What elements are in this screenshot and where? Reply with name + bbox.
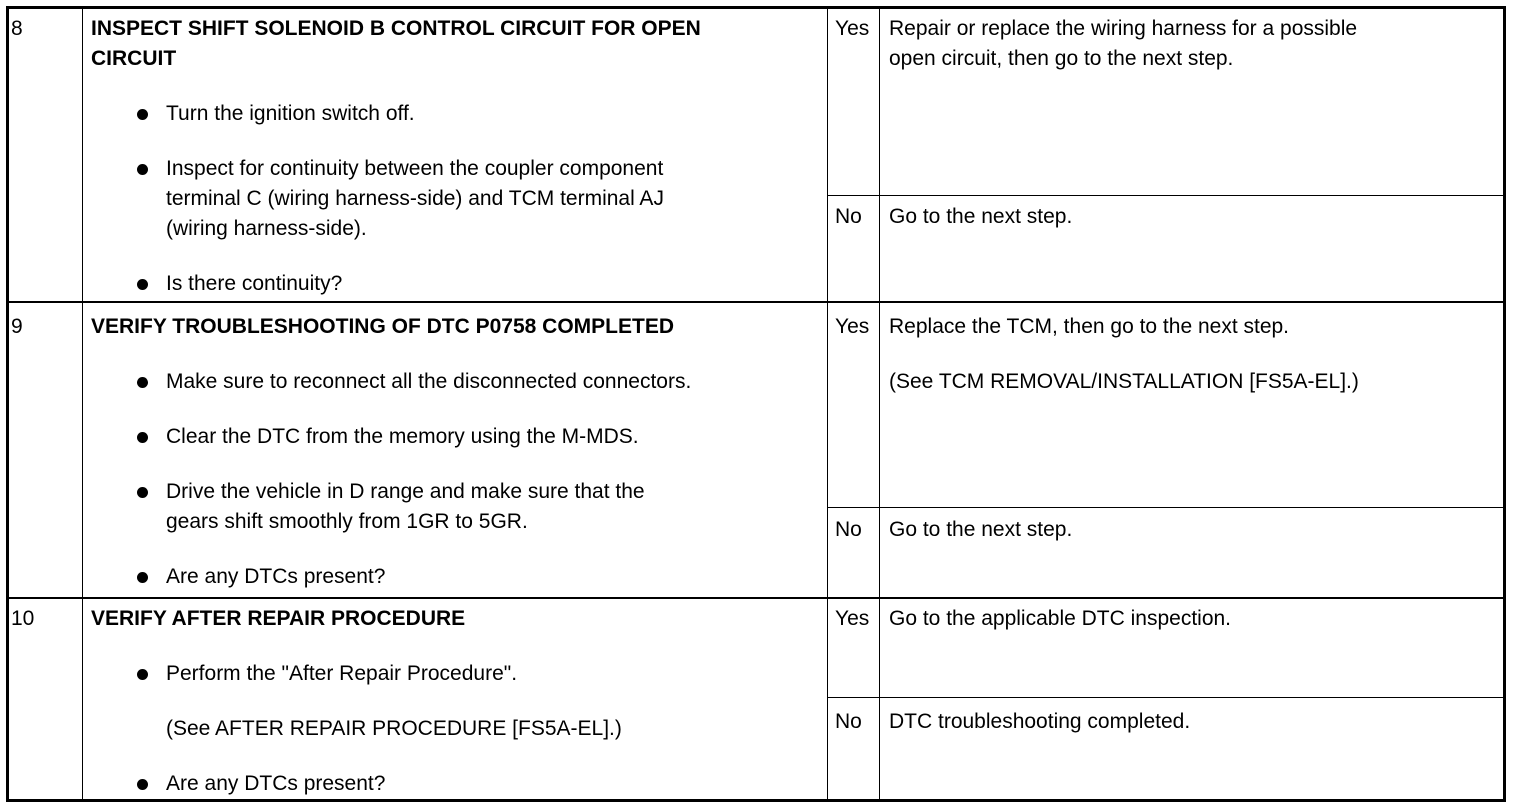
bullet-text: Are any DTCs present? (166, 772, 386, 795)
no-action-line: Go to the next step. (889, 205, 1073, 228)
yes-label: Yes (835, 17, 870, 40)
row-divider-step-8-9 (9, 301, 1503, 303)
bullet-icon (137, 109, 148, 120)
step-title-line: VERIFY AFTER REPAIR PROCEDURE (91, 607, 466, 630)
bullet-icon (137, 279, 148, 290)
yes-action-line: (See TCM REMOVAL/INSTALLATION [FS5A-EL].) (889, 370, 1359, 393)
bullet-text: Make sure to reconnect all the disconnected connectors. (166, 370, 692, 393)
bullet-text: Inspect for continuity between the coupler component (166, 157, 664, 180)
no-label: No (835, 205, 862, 228)
bullet-text: Is there continuity? (166, 272, 343, 295)
bullet-text: terminal C (wiring harness-side) and TCM terminal AJ (166, 187, 664, 210)
row-divider-step-9-10 (9, 597, 1503, 599)
bullet-icon (137, 432, 148, 443)
step-number: 9 (11, 315, 23, 338)
column-divider-number (82, 9, 83, 799)
yes-action-line: Go to the applicable DTC inspection. (889, 607, 1232, 630)
step-title-line: INSPECT SHIFT SOLENOID B CONTROL CIRCUIT FOR OPEN (91, 17, 701, 40)
bullet-text: gears shift smoothly from 1GR to 5GR. (166, 510, 528, 533)
no-action-line: Go to the next step. (889, 518, 1073, 541)
bullet-text: Drive the vehicle in D range and make sure that the (166, 480, 645, 503)
bullet-text: Perform the "After Repair Procedure". (166, 662, 518, 685)
yes-action-line: open circuit, then go to the next step. (889, 47, 1234, 70)
no-action-line: DTC troubleshooting completed. (889, 710, 1191, 733)
bullet-text: (wiring harness-side). (166, 217, 367, 240)
bullet-icon (137, 487, 148, 498)
yes-no-divider-step-8 (827, 195, 1503, 196)
bullet-icon (137, 164, 148, 175)
no-label: No (835, 710, 862, 733)
bullet-text: Clear the DTC from the memory using the M-MDS. (166, 425, 639, 448)
no-label: No (835, 518, 862, 541)
step-number: 8 (11, 17, 23, 40)
troubleshooting-table (6, 6, 1506, 802)
yes-no-divider-step-10 (827, 697, 1503, 698)
reference-note: (See AFTER REPAIR PROCEDURE [FS5A-EL].) (166, 717, 622, 740)
yes-no-divider-step-9 (827, 507, 1503, 508)
yes-action-line: Repair or replace the wiring harness for a possible (889, 17, 1358, 40)
column-divider-action (879, 9, 880, 799)
step-title-line: CIRCUIT (91, 47, 177, 70)
bullet-icon (137, 669, 148, 680)
yes-label: Yes (835, 315, 870, 338)
bullet-icon (137, 779, 148, 790)
column-divider-answer (827, 9, 828, 799)
step-number: 10 (11, 607, 35, 630)
yes-label: Yes (835, 607, 870, 630)
bullet-text: Are any DTCs present? (166, 565, 386, 588)
yes-action-line: Replace the TCM, then go to the next step. (889, 315, 1290, 338)
bullet-text: Turn the ignition switch off. (166, 102, 415, 125)
step-title-line: VERIFY TROUBLESHOOTING OF DTC P0758 COMPLETED (91, 315, 675, 338)
bullet-icon (137, 572, 148, 583)
bullet-icon (137, 377, 148, 388)
